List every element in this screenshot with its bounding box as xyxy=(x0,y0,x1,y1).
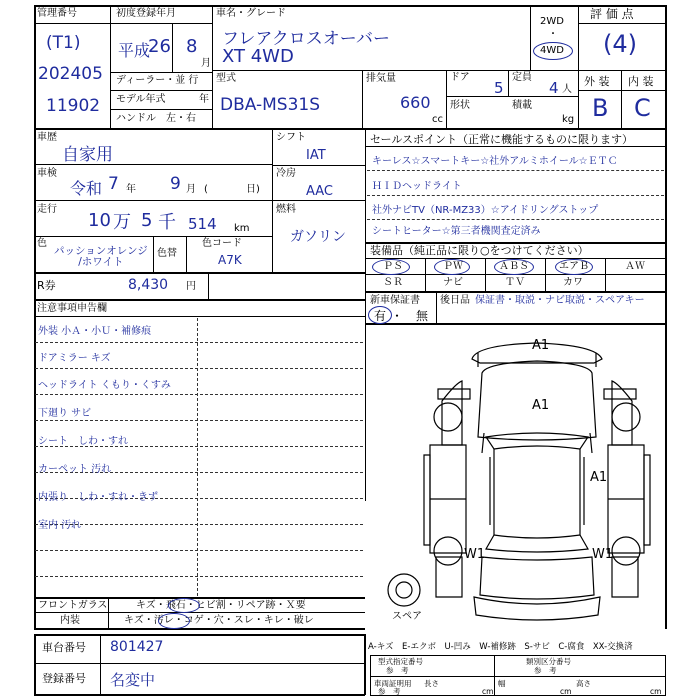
insp-paren-open: ( xyxy=(204,184,208,195)
yen-unit: 円 xyxy=(186,281,196,292)
warranty-dot: ・ xyxy=(391,309,404,323)
model-year-label: モデル年式 xyxy=(116,94,166,105)
warranty-yes-circle xyxy=(368,306,392,324)
note-line-5: シート しわ・すれ xyxy=(38,436,128,447)
line xyxy=(110,23,212,24)
category-ref: 参 考 xyxy=(534,666,557,675)
dash xyxy=(35,524,363,525)
mgmt-num1: 202405 xyxy=(38,64,103,84)
mileage-rest: 514 xyxy=(188,215,217,233)
insp-month: 9 xyxy=(170,174,181,194)
shift-label: シフト xyxy=(276,132,306,143)
history-label: 車歴 xyxy=(37,132,57,143)
line xyxy=(34,628,365,630)
aftermarket-label: 後日品 xyxy=(440,295,470,306)
mark-hood: A1 xyxy=(532,398,550,413)
line xyxy=(578,23,666,24)
grade: XT 4WD xyxy=(222,46,294,67)
line xyxy=(605,258,606,291)
reg-era: 平成 xyxy=(118,41,151,60)
shape-label: 形状 xyxy=(450,100,470,111)
note-line-6: カーペット 汚れ xyxy=(38,464,112,475)
ac-label: 冷房 xyxy=(276,168,296,179)
glass-text: キズ・飛石・ヒビ割・リペア跡・Ｘ要 xyxy=(136,600,306,611)
color-code-label: 色コード xyxy=(202,238,242,249)
insp-year-unit: 年 xyxy=(126,184,136,195)
dash xyxy=(367,195,664,196)
inspection-label: 車検 xyxy=(37,168,57,179)
dash xyxy=(35,342,363,343)
line xyxy=(425,258,426,291)
type-cert-ref: 参 考 xyxy=(386,666,409,675)
aftermarket: 保証書・取説・ナビ取説・スペアキー xyxy=(475,295,645,306)
equip-tv: ＴＶ xyxy=(505,277,525,288)
line xyxy=(110,109,212,110)
line xyxy=(34,128,666,130)
chassis: 801427 xyxy=(110,639,164,655)
note-line-7: 内張り しわ・すれ・きず xyxy=(38,492,158,503)
line xyxy=(153,236,154,272)
line xyxy=(545,258,546,291)
selling-line-3: 社外ナビTV（NR-MZ33）☆アイドリングストップ xyxy=(372,205,599,216)
equip-ps: ＰＳ xyxy=(383,261,403,272)
mgmt-label: 管理番号 xyxy=(37,8,77,19)
length-label: 長さ xyxy=(424,679,439,688)
chassis-label: 車台番号 xyxy=(42,641,86,654)
mark-right-rear: W1 xyxy=(592,547,614,562)
drive-4wd: 4WD xyxy=(540,45,564,56)
frame-top xyxy=(34,5,666,7)
note-line-4: 下廻り サビ xyxy=(38,408,92,419)
line xyxy=(530,5,531,71)
doors: 5 xyxy=(494,79,504,97)
history: 自家用 xyxy=(62,145,113,165)
mileage-label: 走行 xyxy=(37,204,57,215)
frame-right xyxy=(665,5,667,629)
line xyxy=(665,655,666,695)
height-label: 高さ xyxy=(576,679,591,688)
category-label: 類別区分番号 xyxy=(526,657,571,666)
shift: IAT xyxy=(306,148,326,163)
type-cert-label: 型式指定番号 xyxy=(378,657,423,666)
line xyxy=(362,70,363,129)
fuel-label: 燃料 xyxy=(276,204,296,215)
score: (4) xyxy=(603,30,637,58)
line xyxy=(365,146,666,147)
equip-airbag-circle xyxy=(555,259,593,275)
note-line-8: 室内 汚れ xyxy=(38,520,82,531)
dash xyxy=(35,394,363,395)
first-reg-label: 初度登録年月 xyxy=(116,8,176,19)
capacity-label: 定員 xyxy=(512,72,532,83)
line xyxy=(186,236,187,272)
line xyxy=(370,655,371,695)
dealer-label: ディーラー・並 行 xyxy=(116,75,199,86)
mgmt-num2: 11902 xyxy=(46,96,101,116)
selling-line-4: シートヒーター☆第三者機関査定済み xyxy=(372,226,541,237)
dash xyxy=(367,219,664,220)
interior-cond-text: キズ・汚レ・コゲ・穴・スレ・キレ・破レ xyxy=(124,615,314,626)
dash xyxy=(197,318,198,596)
line xyxy=(34,612,365,613)
equip-aw: ＡＷ xyxy=(625,261,645,272)
line xyxy=(110,5,111,129)
equip-leather: カワ xyxy=(563,277,583,288)
dash xyxy=(35,420,363,421)
line xyxy=(34,299,365,301)
line xyxy=(34,663,365,664)
exterior-label: 外 装 xyxy=(584,75,610,88)
width-cm: cm xyxy=(560,687,572,696)
line xyxy=(34,694,365,696)
line xyxy=(34,23,110,24)
length-cm: cm xyxy=(482,687,494,696)
glass-circle xyxy=(168,598,200,613)
note-line-3: ヘッドライト くもり・くすみ xyxy=(38,380,171,391)
line xyxy=(212,70,578,71)
height-cm: cm xyxy=(650,687,662,696)
mark-front-bumper: A1 xyxy=(532,338,550,353)
line xyxy=(208,272,209,299)
handle-label: ハンドル 左・右 xyxy=(116,113,196,124)
line xyxy=(370,676,666,677)
selling-line-2: ＨＩＤヘッドライト xyxy=(372,181,462,192)
equip-pw: ＰＷ xyxy=(443,261,463,272)
equip-pw-circle xyxy=(434,259,470,275)
legend: A-キズ E-エクボ U-凹み W-補修跡 S-サビ C-腐食 XX-交換済 xyxy=(368,642,633,652)
man-unit: 万 xyxy=(113,212,131,233)
displacement: 660 xyxy=(400,93,431,112)
equipment-title: 装備品（純正品に限り○をつけてください） xyxy=(370,244,589,257)
equip-ps-circle xyxy=(372,259,410,275)
dash xyxy=(367,170,664,171)
line xyxy=(370,695,666,696)
line xyxy=(578,5,579,129)
color-change-label: 色替 xyxy=(157,248,177,259)
interior-grade: C xyxy=(634,94,651,122)
frame-left xyxy=(34,5,36,629)
warranty-label: 新車保証書 xyxy=(370,295,420,306)
cc-unit: cc xyxy=(432,114,443,125)
line xyxy=(365,291,666,293)
registration: 名変中 xyxy=(110,671,156,689)
insp-month-unit: 月 xyxy=(186,184,196,195)
interior-cond-label: 内装 xyxy=(60,615,80,626)
model: DBA-MS31S xyxy=(220,95,321,115)
spare-label: スペア xyxy=(392,611,422,622)
interior-cond-circle xyxy=(158,613,190,629)
line xyxy=(272,165,365,166)
line xyxy=(34,316,365,317)
model-label: 型式 xyxy=(216,73,236,84)
displacement-label: 排気量 xyxy=(366,73,396,84)
line xyxy=(578,90,666,91)
line xyxy=(494,655,495,695)
load-label: 積載 xyxy=(512,100,532,111)
fuel: ガソリン xyxy=(290,229,346,245)
glass-label: フロントガラス xyxy=(38,600,108,611)
line xyxy=(34,634,365,636)
line xyxy=(34,200,272,201)
drive-4wd-circle xyxy=(533,42,573,60)
km-unit: km xyxy=(234,223,250,234)
line xyxy=(621,70,622,129)
dash xyxy=(35,576,363,577)
reg-month: 8 xyxy=(186,36,198,57)
exterior-grade: B xyxy=(592,94,609,122)
selling-line-1: キーレス☆スマートキー☆社外アルミホイール☆ＥＴＣ xyxy=(372,156,618,167)
warranty-yes: 有 xyxy=(374,309,387,323)
note-line-2: ドアミラー キズ xyxy=(38,353,111,364)
note-line-1: 外装 小Ａ・小Ｕ・補修痕 xyxy=(38,326,152,337)
insp-era: 令和 xyxy=(70,179,103,198)
line xyxy=(508,70,509,96)
equip-navi: ナビ xyxy=(443,277,463,288)
equip-abs-circle xyxy=(494,259,534,275)
width-label: 幅 xyxy=(498,679,506,688)
line xyxy=(578,70,666,71)
recycle-label: R券 xyxy=(37,279,56,292)
mark-right-door: A1 xyxy=(590,470,608,485)
dash xyxy=(35,368,363,369)
line xyxy=(485,258,486,291)
sen-unit: 千 xyxy=(158,212,176,233)
equip-airbag: エアＢ xyxy=(559,261,589,272)
line xyxy=(34,634,36,695)
line xyxy=(108,597,109,629)
capacity-unit: 人 xyxy=(562,84,572,95)
warranty-no: 無 xyxy=(416,309,429,323)
registration-label: 登録番号 xyxy=(42,672,86,685)
score-label: 評 価 点 xyxy=(590,7,634,21)
mark-left-rear: W1 xyxy=(464,547,486,562)
kg-unit: kg xyxy=(562,114,575,125)
cert-ref: 参 考 xyxy=(378,687,401,696)
line xyxy=(110,72,212,73)
line xyxy=(172,23,173,72)
notes-title: 注意事項申告欄 xyxy=(37,303,107,314)
line xyxy=(364,634,366,695)
interior-label: 内 装 xyxy=(628,75,654,88)
line xyxy=(272,200,365,201)
line xyxy=(110,90,212,91)
line xyxy=(34,272,365,274)
year-unit: 年 xyxy=(199,94,209,105)
equip-abs: ＡＢＳ xyxy=(499,261,529,272)
mileage-1k: 5 xyxy=(141,210,153,231)
insp-year: 7 xyxy=(108,174,119,194)
capacity: 4 xyxy=(549,79,559,97)
drive-2wd: 2WD xyxy=(540,16,564,27)
line xyxy=(34,597,365,599)
line xyxy=(436,291,437,324)
cert-label: 車両証明用 xyxy=(374,679,412,688)
ac: AAC xyxy=(306,184,333,199)
door-label: ドア xyxy=(450,72,470,83)
mileage-10k: 10 xyxy=(88,210,111,231)
selling-title: セールスポイント（正常に機能するものに限ります） xyxy=(370,133,634,146)
equip-sr: ＳＲ xyxy=(383,277,403,288)
recycle: 8,430 xyxy=(128,277,169,293)
dash xyxy=(35,550,363,551)
color: パッションオレンジ /ホワイト xyxy=(54,245,148,268)
name-grade-label: 車名・グレード xyxy=(216,8,286,19)
car-diagram xyxy=(366,325,665,635)
line xyxy=(100,634,101,695)
reg-year: 26 xyxy=(148,36,171,57)
car-name: フレアクロスオーバー xyxy=(222,29,390,49)
drive-dot: ・ xyxy=(548,29,558,40)
month-unit: 月 xyxy=(201,58,211,69)
line xyxy=(446,70,447,129)
color-code: A7K xyxy=(218,253,242,267)
color-label: 色 xyxy=(37,238,47,249)
line xyxy=(212,5,213,129)
mgmt-paren: (T1) xyxy=(46,33,81,53)
insp-paren-close: 日) xyxy=(246,184,260,195)
